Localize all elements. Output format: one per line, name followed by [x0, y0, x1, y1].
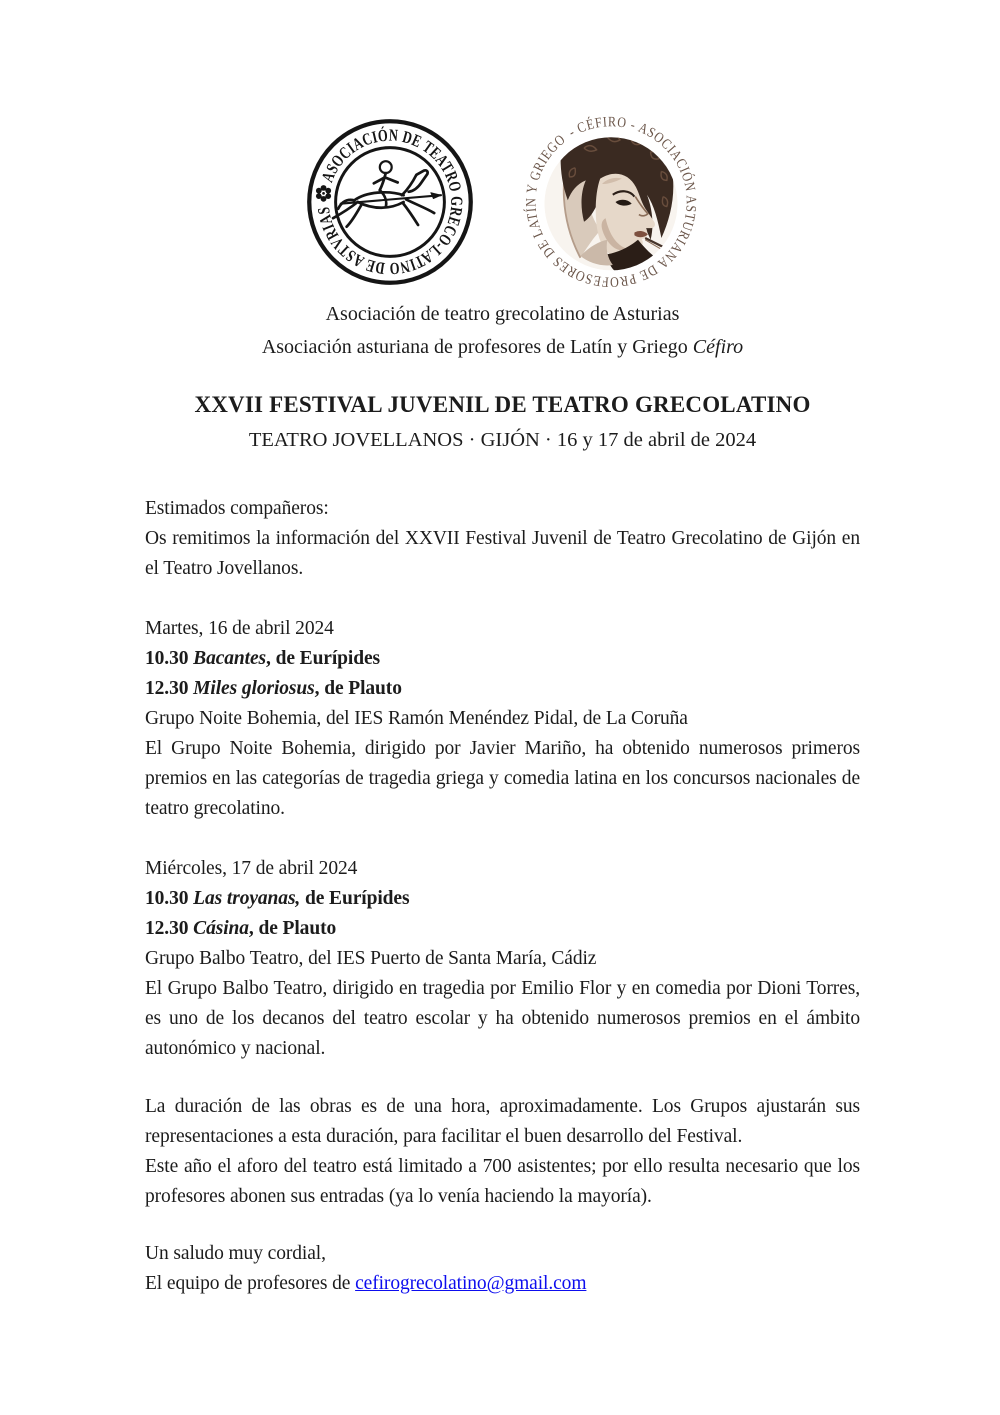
show-line: 12.30 Miles gloriosus, de Plauto: [145, 678, 402, 699]
header-logos: [145, 112, 860, 292]
play-title: Las troyanas,: [193, 888, 301, 909]
org-line-2: Asociación asturiana de profesores de Latín y Griego Céfiro: [261, 336, 744, 358]
schedule-day-1: [145, 614, 860, 824]
letter-body: [145, 494, 860, 1299]
capacity-paragraph: Este año el aforo del teatro está limitado a 700 asistentes; por ello resulta necesario que los profesores abonen sus entradas (ya lo venía haciendo la mayoría).: [145, 1156, 860, 1207]
rosette-icon: [315, 185, 330, 202]
play-title: Miles gloriosus: [193, 678, 315, 699]
organization-caption: [145, 298, 860, 364]
farewell: Un saludo muy cordial,: [145, 1243, 326, 1264]
signature-block: [145, 1239, 860, 1299]
greco-latino-seal-logo: [305, 117, 475, 287]
group-line: Grupo Noite Bohemia, del IES Ramón Menéndez Pidal, de La Coruña: [145, 708, 688, 729]
show-line: 12.30 Cásina, de Plauto: [145, 918, 337, 939]
schedule-day-2: [145, 854, 860, 1064]
salutation: Estimados compañeros:: [145, 498, 329, 519]
intro-paragraph: Os remitimos la información del XXVII Festival Juvenil de Teatro Grecolatino de Gijón en el Teatro Jovellanos.: [145, 528, 860, 579]
email-link[interactable]: cefirogrecolatino@gmail.com: [355, 1273, 587, 1294]
org-line-1: Asociación de teatro grecolatino de Asturias: [325, 303, 680, 325]
festival-subtitle: TEATRO JOVELLANOS · GIJÓN · 16 y 17 de abril de 2024: [248, 429, 757, 451]
zephyr-face-icon: [544, 128, 677, 275]
show-line: 10.30 Bacantes, de Eurípides: [145, 648, 381, 669]
seal-ring-text: ASOCIACIÓN DE TEATRO GRECO-LATINO DE ASTVRIAS: [313, 125, 466, 279]
group-description: El Grupo Balbo Teatro, dirigido en tragedia por Emilio Flor y en comedia por Dioni Torres, es uno de los decanos del teatro escolar y ha obtenido numerosos premios en el ámbito autonómico y nacional.: [145, 978, 860, 1059]
title-block: [145, 392, 860, 452]
play-title: Cásina: [193, 918, 249, 939]
signature-line: El equipo de profesores de cefirogrecolatino@gmail.com: [145, 1273, 587, 1294]
day-date: Martes, 16 de abril 2024: [145, 618, 334, 639]
show-line: 10.30 Las troyanas, de Eurípides: [145, 888, 410, 909]
org-name-cefiro: Céfiro: [692, 336, 744, 358]
group-line: Grupo Balbo Teatro, del IES Puerto de Santa María, Cádiz: [145, 948, 597, 969]
cefiro-ring-text: - CÉFIRO - ASOCIACIÓN ASTURIANA DE PROFESORES DE LATÍN Y GRIEGO: [523, 114, 699, 290]
day-date: Miércoles, 17 de abril 2024: [145, 858, 358, 879]
duration-paragraph: La duración de las obras es de una hora, aproximadamente. Los Grupos ajustarán sus representaciones a esta duración, para facilitar el buen desarrollo del Festival.: [145, 1096, 860, 1147]
cefiro-logo: [521, 112, 701, 292]
festival-title: XXVII FESTIVAL JUVENIL DE TEATRO GRECOLATINO: [194, 392, 811, 417]
closing-paragraphs: [145, 1092, 860, 1212]
group-description: El Grupo Noite Bohemia, dirigido por Javier Mariño, ha obtenido numerosos primeros premios en las categorías de tragedia griega y comedia latina en los concursos nacionales de teatro grecolatino.: [145, 738, 860, 819]
horse-rider-icon: [333, 161, 441, 226]
play-title: Bacantes: [193, 648, 267, 669]
